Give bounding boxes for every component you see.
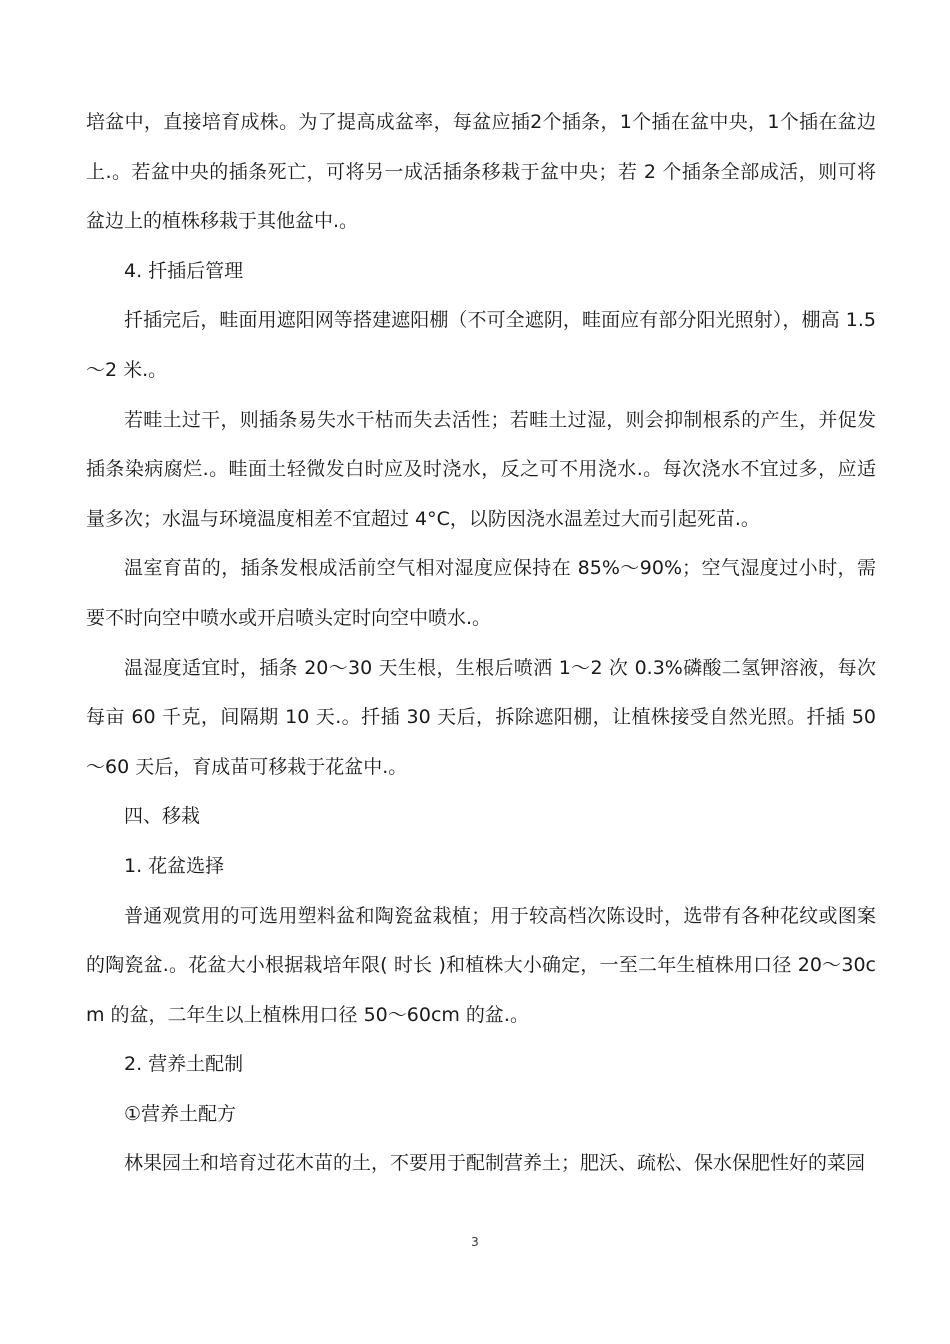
paragraph-pot-selection: 普通观赏用的可选用塑料盆和陶瓷盆栽植；用于较高档次陈设时，选带有各种花纹或图案的陶瓷盆.。花盆大小根据栽培年限( 时长 )和植株大小确定，一至二年生植株用口径 20～30cm 的盆，二年生以上植株用口径 50～60cm 的盆.。: [86, 904, 876, 1026]
paragraph-rooting: 温湿度适宜时，插条 20～30 天生根，生根后喷洒 1～2 次 0.3%磷酸二氢钾溶液，每次每亩 60 千克，间隔期 10 天.。扦插 30 天后，拆除遮阳棚，让植株接受自然光照。扦插 50～60 天后，育成苗可移栽于花盆中.。: [86, 656, 876, 778]
heading-soil-formula: ①营养土配方: [124, 1102, 237, 1125]
heading-after-cutting-management: 4. 扦插后管理: [124, 259, 244, 282]
paragraph-shade-shed: 扦插完后，畦面用遮阳网等搭建遮阳棚（不可全遮阴，畦面应有部分阳光照射），棚高 1.5～2 米.。: [86, 309, 876, 381]
heading-soil-preparation: 2. 营养土配制: [124, 1053, 244, 1076]
paragraph-watering: 若畦土过干，则插条易失水干枯而失去活性；若畦土过湿，则会抑制根系的产生，并促发插条染病腐烂.。畦面土轻微发白时应及时浇水，反之可不用浇水.。每次浇水不宜过多，应适量多次；水温与环境温度相差不宜超过 4°C，以防因浇水温差过大而引起死苗.。: [86, 408, 876, 530]
page-number: 3: [471, 1235, 479, 1249]
paragraph-continuation: 培盆中，直接培育成株。为了提高成盆率，每盆应插2个插条，1个插在盆中央，1个插在盆边上.。若盆中央的插条死亡，可将另一成活插条移栽于盆中央；若 2 个插条全部成活，则可将盆边上的植株移栽于其他盆中.。: [86, 111, 876, 233]
heading-transplant: 四、移栽: [124, 805, 201, 828]
body-text: [86, 98, 876, 1189]
heading-pot-selection: 1. 花盆选择: [124, 854, 225, 877]
paragraph-soil-formula: 林果园土和培育过花木苗的土，不要用于配制营养土；肥沃、疏松、保水保肥性好的菜园: [124, 1152, 866, 1175]
paragraph-greenhouse-humidity: 温室育苗的，插条发根成活前空气相对湿度应保持在 85%～90%；空气湿度过小时，需要不时向空中喷水或开启喷头定时向空中喷水.。: [86, 557, 876, 629]
